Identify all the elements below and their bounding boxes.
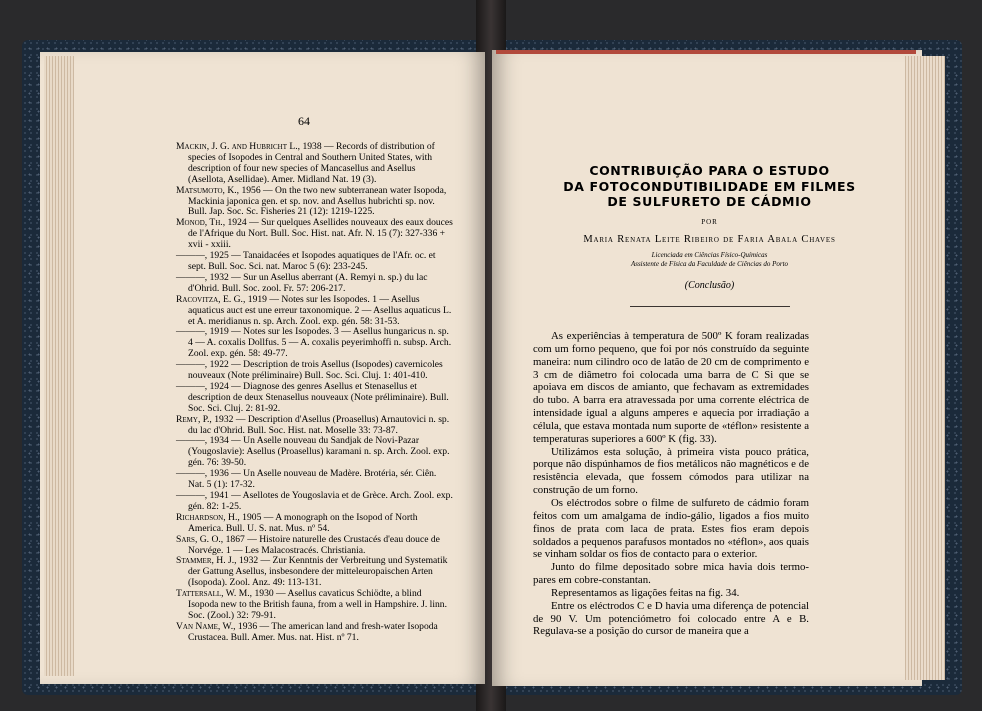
section-divider bbox=[630, 306, 790, 307]
reference-item: ———, 1922 — Description de trois Asellus (Isopodes) cavernicoles nouveaux (Note préliminaire) Bull. Soc. Sci. Cluj. 1: 401-410. bbox=[176, 359, 443, 382]
author-name: Maria Renata Leite Ribeiro de Faria Abala Chaves bbox=[583, 234, 836, 245]
byline-por: POR bbox=[701, 218, 718, 226]
reference-item: Sars, G. O., 1867 — Histoire naturelle des Crustacés d'eau douce de Norvége. 1 — Les Malacostracés. Christiania. bbox=[176, 533, 440, 556]
reference-item: Remy, P., 1932 — Description d'Asellus (Proasellus) Arnautovici n. sp. du lac d'Ohrid. Bull. Soc. Hist. nat. Moselle 33: 73-87. bbox=[176, 413, 450, 436]
top-edge-red bbox=[496, 50, 916, 54]
paragraph: Representamos as ligações feitas na fig. 34. bbox=[551, 586, 740, 599]
paragraph: Entre os eléctrodos C e D havia uma diferença de potencial de 90 V. Um potenciómetro foi colocado entre A e B. Regulava-se a posição do cursor de maneira que a bbox=[533, 599, 809, 638]
reference-item: ———, 1936 — Un Aselle nouveau de Madère. Brotéria, sér. Ciên. Nat. 5 (1): 17-32. bbox=[176, 468, 437, 491]
reference-item: Mackin, J. G. and Hubricht L., 1938 — Records of distribution of species of Isopodes in Central and Southern United States, with description of four new species of Mancasellus and Asellus (Asellota, Asellidae). Amer. Midland Nat. 19 (3). bbox=[176, 141, 435, 185]
left-page-edges bbox=[44, 56, 74, 676]
reference-item: ———, 1941 — Asellotes de Yougoslavia et de Grèce. Arch. Zool. exp. gén. 82: 1-25. bbox=[176, 490, 453, 512]
reference-item: ———, 1919 — Notes sur les Isopodes. 3 — Asellus hungaricus n. sp. 4 — A. coxalis Dollfus. 5 — A. coxalis peyerimhoffi n. subsp. Arch. Zool. exp. gén. 58: 49-77. bbox=[176, 326, 452, 360]
title-line: DA FOTOCONDUTIBILIDADE EM FILMES bbox=[563, 178, 856, 194]
body-text bbox=[533, 330, 809, 638]
title-line: CONTRIBUIÇÃO PARA O ESTUDO bbox=[589, 163, 830, 178]
reference-item: Matsumoto, K., 1956 — On the two new subterranean water Isopoda, Mackinia japonica gen. et sp. nov. and Asellus hubrichti sp. nov. Bull. Jap. Soc. Sc. Fisheries 21 (12): 1219-1225. bbox=[176, 184, 447, 218]
reference-list bbox=[176, 142, 454, 644]
title-line: DE SULFURETO DE CÁDMIO bbox=[607, 194, 812, 209]
reference-item: ———, 1932 — Sur un Asellus aberrant (A. Remyi n. sp.) du lac d'Ohrid. Bull. Soc. zool. Fr. 57: 206-217. bbox=[176, 271, 428, 294]
reference-item: Tattersall, W. M., 1930 — Asellus cavaticus Schiödte, a blind Isopoda new to the British fauna, from a well in Hampshire. J. linn. Soc. (Zool.) 32: 79-91. bbox=[176, 588, 447, 621]
page-number: 64 bbox=[298, 114, 310, 128]
reference-item: ———, 1924 — Diagnose des genres Asellus et Stenasellus et description de deux Stenasellus nouveaux (Note préliminaire). Bull. Soc. Sci. Cluj. 2: 81-92. bbox=[176, 380, 449, 414]
article-title bbox=[512, 163, 907, 210]
reference-item: Monod, Th., 1924 — Sur quelques Asellides nouveaux des eaux douces de l'Afrique du Nort. Bull. Soc. Hist. nat. Afr. N. 15 (7): 327-336 + xvii - xxiii. bbox=[176, 217, 453, 251]
paragraph: Os eléctrodos sobre o filme de sulfureto de cádmio foram feitos com um amalgama de índio-gálio, ligados a fios muito finos de prata com laca de prata. Estes fios eram depois soldados a pequenos parafusos montados no «téflon», aos quais se vinham soldar os fios de contacto para o exterior. bbox=[533, 496, 809, 561]
right-page-edges bbox=[905, 56, 945, 680]
reference-item: Stammer, H. J., 1932 — Zur Kenntnis der Verbreitung und Systematik der Gattung Asellus, insbesondere der mitteleuropaischen Arten (Isopoda). Zool. Anz. 49: 113-131. bbox=[176, 555, 448, 589]
reference-item: Richardson, H., 1905 — A monograph on the Isopod of North America. Bull. U. S. nat. Mus. nº 54. bbox=[176, 511, 418, 534]
author-affiliation: Licenciada em Ciências Físico-Químicas Assistente de Física da Faculdade de Ciências do Porto bbox=[630, 251, 789, 268]
reference-item: Van Name, W., 1936 — The american land and fresh-water Isopoda Crustacea. Bull. Amer. Mus. nat. Hist. nº 71. bbox=[176, 620, 438, 643]
conclusion-label: (Conclusão) bbox=[684, 280, 735, 291]
paragraph: Junto do filme depositado sobre mica havia dois termo-pares em cobre-constantan. bbox=[533, 561, 809, 587]
paragraph: Utilizámos esta solução, à primeira vista pouco prática, porque não dispúnhamos de fios metálicos não magnéticos e de resistência elevada, que fossem cómodos para utilizar na construção de um forno. bbox=[533, 445, 809, 497]
reference-item: ———, 1934 — Un Aselle nouveau du Sandjak de Novi-Pazar (Yougoslavie): Asellus (Proasellus) karamani n. sp. Arch. Zool. exp. gén. 76: 39-50. bbox=[176, 435, 450, 469]
reference-item: ———, 1925 — Tanaidacées et Isopodes aquatiques de l'Afr. oc. et sept. Bull. Soc. Sci. nat. Maroc 5 (6): 233-245. bbox=[176, 250, 436, 272]
reference-item: Racovitza, E. G., 1919 — Notes sur les Isopodes. 1 — Asellus aquaticus auct est une erreur taxonomique. 2 — Asellus aquaticus L. et A. meridianus n. sp. Arch. Zool. exp. gén. 58: 31-53. bbox=[176, 293, 452, 327]
paragraph: As experiências à temperatura de 500º K foram realizadas com um forno pequeno, que foi por nós construído da seguinte maneira: num cilindro oco de latão de 20 cm de comprimento e 3 cm de diâmetro foi colocada uma barra de C Si que se apoiava em discos de amianto, que fechavam as extremidades do tubo. A barra era atravessada por uma corrente eléctrica de intensidade igual a alguns amperes e aquecia por irradiação a célula, que estava montada num suporte de «téflon» resistente a temperaturas superiores a 600º K (fig. 33). bbox=[533, 330, 809, 445]
